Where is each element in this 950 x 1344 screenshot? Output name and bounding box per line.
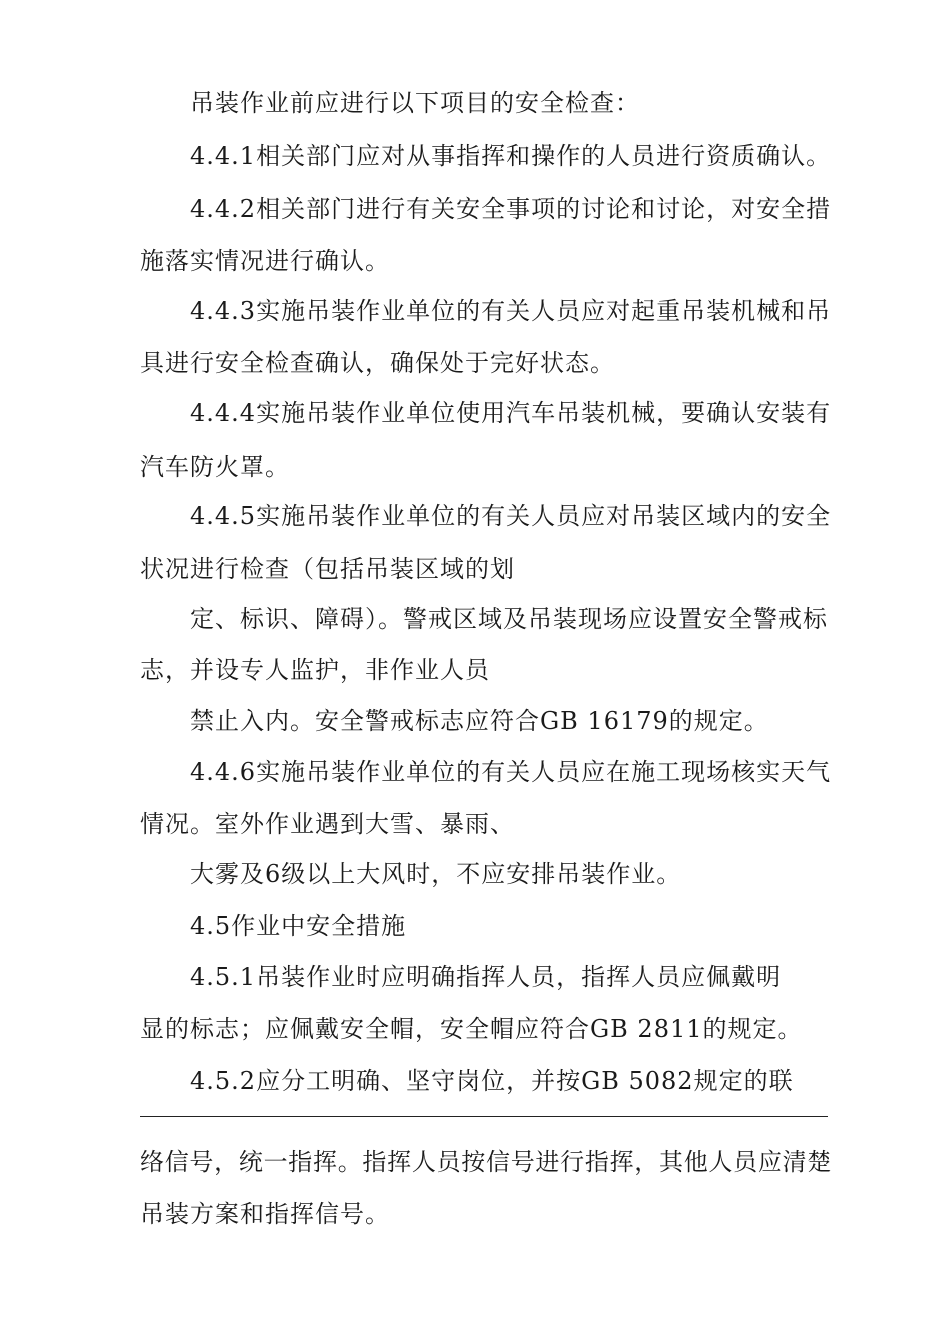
text-line: 情况。室外作业遇到大雪、暴雨、 [140,810,515,838]
text-line: 汽车防火罩。 [140,453,290,481]
text-line: 状况进行检查（包括吊装区域的划 [140,555,515,583]
text-line: 吊装方案和指挥信号。 [140,1200,390,1228]
text-line: 吊装作业前应进行以下项目的安全检查： [190,89,640,117]
text-line: 禁止入内。安全警戒标志应符合GB 16179的规定。 [190,707,769,735]
text-line: 4.4.3实施吊装作业单位的有关人员应对起重吊装机械和吊 [190,297,832,325]
page-divider [140,1116,828,1117]
text-line: 4.5.1吊装作业时应明确指挥人员，指挥人员应佩戴明 [190,963,782,991]
text-line: 定、标识、障碍）。警戒区域及吊装现场应设置安全警戒标 [190,605,828,633]
text-line: 4.4.1相关部门应对从事指挥和操作的人员进行资质确认。 [190,142,832,170]
text-line: 4.5.2应分工明确、坚守岗位，并按GB 5082规定的联 [190,1067,794,1095]
text-line: 志，并设专人监护，非作业人员 [140,656,490,684]
text-line: 大雾及6级以上大风时，不应安排吊装作业。 [190,860,682,888]
text-line: 4.4.5实施吊装作业单位的有关人员应对吊装区域内的安全 [190,502,832,530]
text-line: 显的标志；应佩戴安全帽，安全帽应符合GB 2811的规定。 [140,1015,803,1043]
text-line: 具进行安全检查确认，确保处于完好状态。 [140,349,615,377]
text-line: 施落实情况进行确认。 [140,247,390,275]
text-line: 4.4.6实施吊装作业单位的有关人员应在施工现场核实天气 [190,758,832,786]
text-line: 4.4.4实施吊装作业单位使用汽车吊装机械，要确认安装有 [190,399,832,427]
section-heading: 4.5作业中安全措施 [190,912,407,940]
text-line: 4.4.2相关部门进行有关安全事项的讨论和讨论，对安全措 [190,195,832,223]
text-line: 络信号，统一指挥。指挥人员按信号进行指挥，其他人员应清楚 [140,1148,832,1176]
